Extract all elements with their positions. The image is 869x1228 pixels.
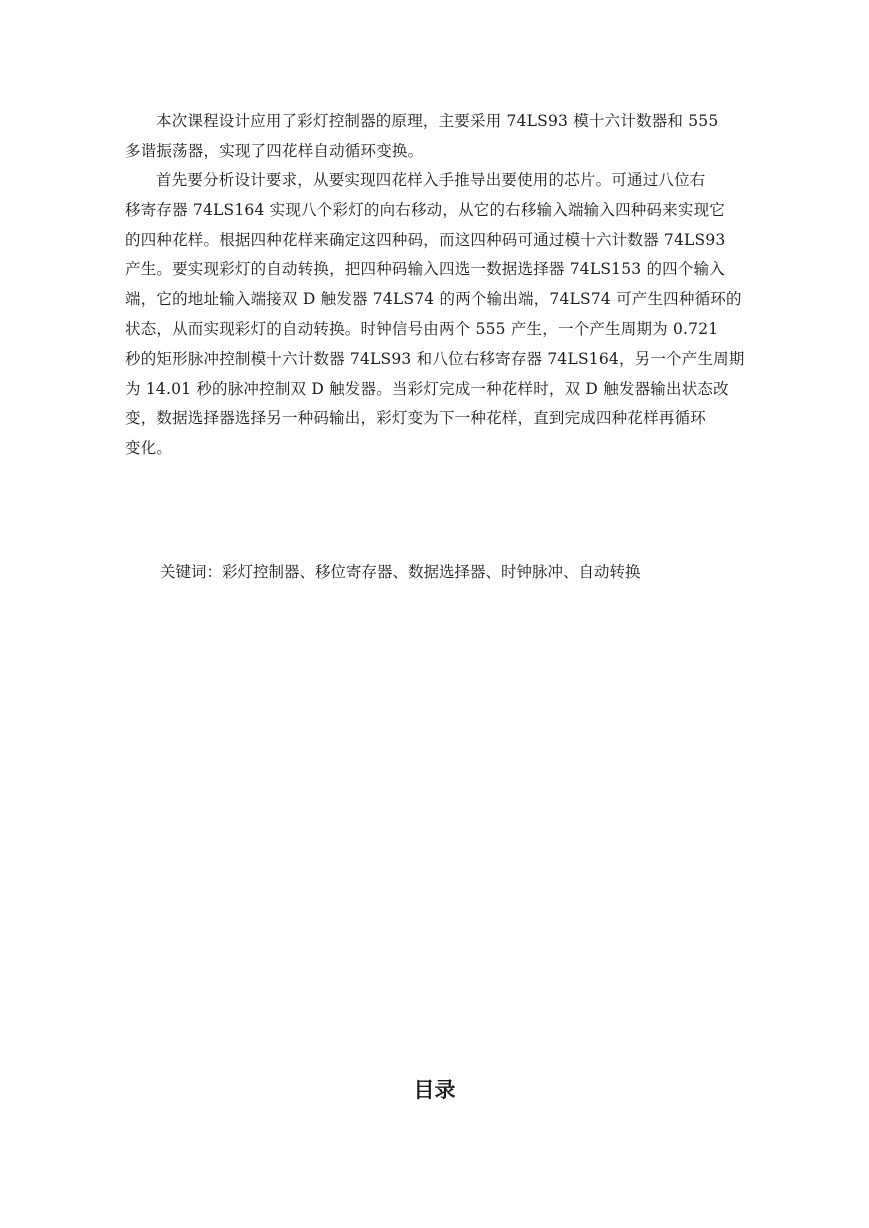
abstract-paragraph-2: 首先要分析设计要求，从要实现四花样入手推导出要使用的芯片。可通过八位右 移寄存器 74LS164 实现八个彩灯的向右移动，从它的右移输入端输入四种码来实现它 的四种花样。根据四种花样来确定这四种码，而这四种码可通过模十六计数器 74LS93 产生。要实现彩灯的自动转换，把四种码输入四选一数据选择器 74LS153 的四个输入 端，它的地址输入端接双 D 触发器 74LS74 的两个输出端，74LS74 可产生四种循环的 状态，从而实现彩灯的自动转换。时钟信号由两个 555 产生，一个产生周期为 0.721 秒的矩形脉冲控制模十六计数器 74LS93 和八位右移寄存器 74LS164，另一个产生周期 为 14.01 秒的脉冲控制双 D 触发器。当彩灯完成一种花样时，双 D 触发器输出状态改 变，数据选择器选择另一种码输出，彩灯变为下一种花样，直到完成四种花样再循环 变化。 xyxy=(125,171,745,458)
toc-title: 目录 xyxy=(413,1078,456,1102)
abstract-paragraph-1: 本次课程设计应用了彩灯控制器的原理，主要采用 74LS93 模十六计数器和 555 多谐振荡器，实现了四花样自动循环变换。 xyxy=(125,112,719,160)
keywords-line: 关键词：彩灯控制器、移位寄存器、数据选择器、时钟脉冲、自动转换 xyxy=(160,563,641,581)
